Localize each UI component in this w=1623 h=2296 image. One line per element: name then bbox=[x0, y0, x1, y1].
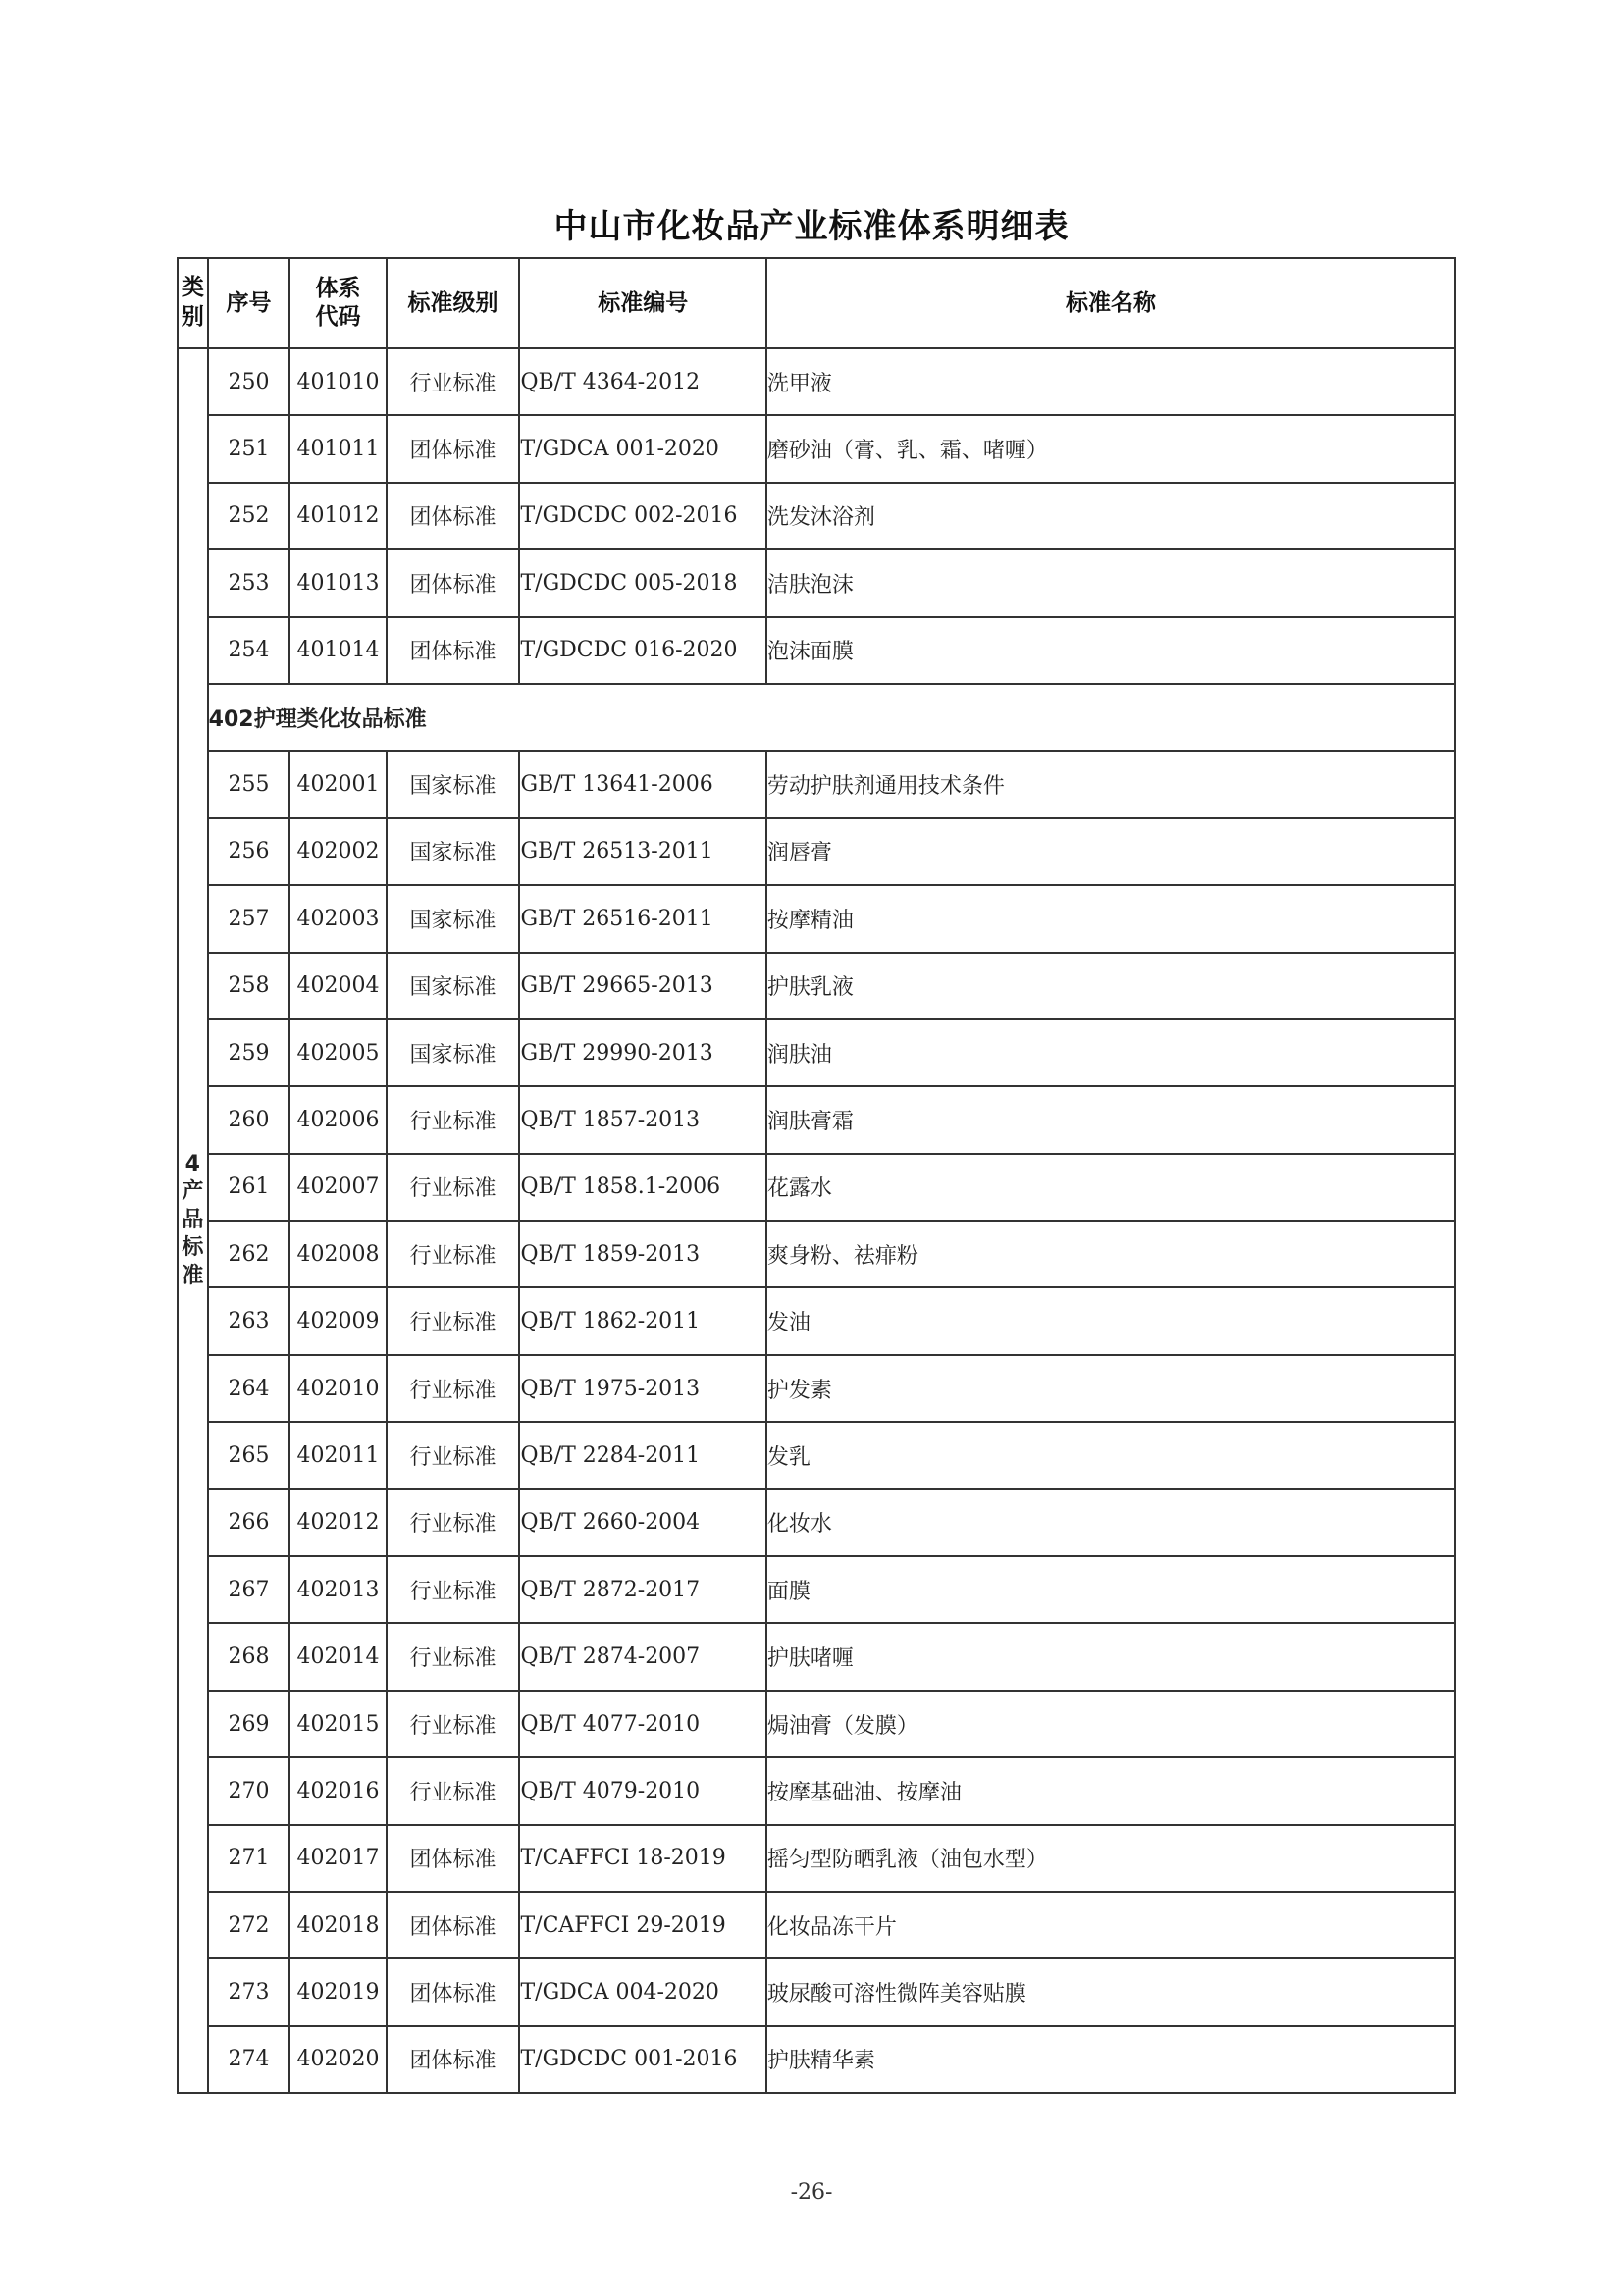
table-row bbox=[178, 1221, 1455, 1287]
seq-cell: 271 bbox=[208, 1825, 290, 1892]
table-row bbox=[178, 549, 1455, 616]
seq-cell: 270 bbox=[208, 1757, 290, 1824]
table-row bbox=[178, 1489, 1455, 1556]
seq-cell: 255 bbox=[208, 751, 290, 817]
code-cell: 401011 bbox=[289, 415, 386, 482]
col-header-name: 标准名称 bbox=[766, 258, 1455, 348]
table-row bbox=[178, 1757, 1455, 1824]
code-cell: 402017 bbox=[289, 1825, 386, 1892]
name-cell: 护肤乳液 bbox=[766, 953, 1455, 1019]
seq-cell: 258 bbox=[208, 953, 290, 1019]
seq-cell: 252 bbox=[208, 483, 290, 549]
number-cell: QB/T 2874-2007 bbox=[519, 1623, 765, 1690]
level-cell: 行业标准 bbox=[387, 1355, 520, 1422]
code-cell: 402008 bbox=[289, 1221, 386, 1287]
seq-cell: 269 bbox=[208, 1691, 290, 1757]
level-cell: 国家标准 bbox=[387, 885, 520, 952]
seq-cell: 260 bbox=[208, 1086, 290, 1153]
col-header-seq: 序号 bbox=[208, 258, 290, 348]
name-cell: 化妆品冻干片 bbox=[766, 1892, 1455, 1958]
name-cell: 护肤精华素 bbox=[766, 2026, 1455, 2093]
code-cell: 402016 bbox=[289, 1757, 386, 1824]
level-cell: 团体标准 bbox=[387, 617, 520, 684]
name-cell: 花露水 bbox=[766, 1154, 1455, 1221]
number-cell: QB/T 2660-2004 bbox=[519, 1489, 765, 1556]
name-cell: 润肤油 bbox=[766, 1019, 1455, 1086]
table-row bbox=[178, 953, 1455, 1019]
name-cell: 劳动护肤剂通用技术条件 bbox=[766, 751, 1455, 817]
level-cell: 团体标准 bbox=[387, 415, 520, 482]
table-row bbox=[178, 1892, 1455, 1958]
seq-cell: 253 bbox=[208, 549, 290, 616]
subheading-row bbox=[178, 684, 1455, 751]
seq-cell: 254 bbox=[208, 617, 290, 684]
number-cell: QB/T 1859-2013 bbox=[519, 1221, 765, 1287]
name-cell: 发乳 bbox=[766, 1422, 1455, 1488]
code-cell: 401014 bbox=[289, 617, 386, 684]
code-cell: 402014 bbox=[289, 1623, 386, 1690]
table-row bbox=[178, 1086, 1455, 1153]
code-cell: 402009 bbox=[289, 1287, 386, 1354]
table-row bbox=[178, 617, 1455, 684]
number-cell: T/GDCDC 001-2016 bbox=[519, 2026, 765, 2093]
table-row bbox=[178, 415, 1455, 482]
seq-cell: 267 bbox=[208, 1556, 290, 1623]
number-cell: T/GDCDC 005-2018 bbox=[519, 549, 765, 616]
table-row bbox=[178, 348, 1455, 415]
seq-cell: 268 bbox=[208, 1623, 290, 1690]
seq-cell: 264 bbox=[208, 1355, 290, 1422]
number-cell: QB/T 1857-2013 bbox=[519, 1086, 765, 1153]
level-cell: 行业标准 bbox=[387, 1489, 520, 1556]
code-cell: 402019 bbox=[289, 1958, 386, 2025]
level-cell: 行业标准 bbox=[387, 1086, 520, 1153]
name-cell: 按摩精油 bbox=[766, 885, 1455, 952]
level-cell: 行业标准 bbox=[387, 1623, 520, 1690]
level-cell: 团体标准 bbox=[387, 1892, 520, 1958]
seq-cell: 265 bbox=[208, 1422, 290, 1488]
table-row bbox=[178, 818, 1455, 885]
table-row bbox=[178, 751, 1455, 817]
code-cell: 402007 bbox=[289, 1154, 386, 1221]
number-cell: GB/T 26513-2011 bbox=[519, 818, 765, 885]
number-cell: QB/T 4077-2010 bbox=[519, 1691, 765, 1757]
number-cell: QB/T 1858.1-2006 bbox=[519, 1154, 765, 1221]
col-header-code: 体系代码 bbox=[289, 258, 386, 348]
seq-cell: 262 bbox=[208, 1221, 290, 1287]
name-cell: 爽身粉、祛痱粉 bbox=[766, 1221, 1455, 1287]
code-cell: 402006 bbox=[289, 1086, 386, 1153]
number-cell: T/GDCA 004-2020 bbox=[519, 1958, 765, 2025]
category-cell bbox=[178, 348, 208, 2093]
number-cell: T/CAFFCI 18-2019 bbox=[519, 1825, 765, 1892]
standards-table bbox=[177, 257, 1456, 2094]
level-cell: 行业标准 bbox=[387, 1422, 520, 1488]
col-header-category: 类别 bbox=[178, 258, 208, 348]
number-cell: QB/T 4079-2010 bbox=[519, 1757, 765, 1824]
name-cell: 发油 bbox=[766, 1287, 1455, 1354]
code-cell: 401012 bbox=[289, 483, 386, 549]
name-cell: 玻尿酸可溶性微阵美容贴膜 bbox=[766, 1958, 1455, 2025]
code-cell: 402005 bbox=[289, 1019, 386, 1086]
name-cell: 焗油膏（发膜） bbox=[766, 1691, 1455, 1757]
seq-cell: 251 bbox=[208, 415, 290, 482]
level-cell: 行业标准 bbox=[387, 1154, 520, 1221]
number-cell: QB/T 1862-2011 bbox=[519, 1287, 765, 1354]
col-header-level: 标准级别 bbox=[387, 258, 520, 348]
level-cell: 行业标准 bbox=[387, 1757, 520, 1824]
number-cell: GB/T 29665-2013 bbox=[519, 953, 765, 1019]
seq-cell: 272 bbox=[208, 1892, 290, 1958]
number-cell: QB/T 2872-2017 bbox=[519, 1556, 765, 1623]
table-row bbox=[178, 1958, 1455, 2025]
level-cell: 国家标准 bbox=[387, 751, 520, 817]
header-row bbox=[178, 258, 1455, 348]
number-cell: T/GDCA 001-2020 bbox=[519, 415, 765, 482]
seq-cell: 273 bbox=[208, 1958, 290, 2025]
category-label: 4产品标准 bbox=[182, 1151, 204, 1288]
name-cell: 磨砂油（膏、乳、霜、啫喱） bbox=[766, 415, 1455, 482]
number-cell: QB/T 4364-2012 bbox=[519, 348, 765, 415]
code-cell: 402018 bbox=[289, 1892, 386, 1958]
name-cell: 护肤啫喱 bbox=[766, 1623, 1455, 1690]
name-cell: 润肤膏霜 bbox=[766, 1086, 1455, 1153]
level-cell: 团体标准 bbox=[387, 1825, 520, 1892]
table-row bbox=[178, 1355, 1455, 1422]
code-cell: 402003 bbox=[289, 885, 386, 952]
col-header-number: 标准编号 bbox=[519, 258, 765, 348]
number-cell: QB/T 2284-2011 bbox=[519, 1422, 765, 1488]
name-cell: 泡沫面膜 bbox=[766, 617, 1455, 684]
number-cell: T/GDCDC 002-2016 bbox=[519, 483, 765, 549]
table-row bbox=[178, 1287, 1455, 1354]
level-cell: 行业标准 bbox=[387, 348, 520, 415]
code-cell: 402004 bbox=[289, 953, 386, 1019]
table-row bbox=[178, 1422, 1455, 1488]
level-cell: 行业标准 bbox=[387, 1287, 520, 1354]
name-cell: 润唇膏 bbox=[766, 818, 1455, 885]
seq-cell: 256 bbox=[208, 818, 290, 885]
section-subheading: 402护理类化妆品标准 bbox=[208, 684, 1455, 751]
name-cell: 洗发沐浴剂 bbox=[766, 483, 1455, 549]
seq-cell: 263 bbox=[208, 1287, 290, 1354]
code-cell: 402015 bbox=[289, 1691, 386, 1757]
table-row bbox=[178, 885, 1455, 952]
level-cell: 团体标准 bbox=[387, 1958, 520, 2025]
table-row bbox=[178, 1691, 1455, 1757]
table-body bbox=[178, 348, 1455, 2093]
seq-cell: 259 bbox=[208, 1019, 290, 1086]
page-number: -26- bbox=[790, 2180, 833, 2205]
name-cell: 洁肤泡沫 bbox=[766, 549, 1455, 616]
level-cell: 行业标准 bbox=[387, 1691, 520, 1757]
name-cell: 洗甲液 bbox=[766, 348, 1455, 415]
level-cell: 国家标准 bbox=[387, 818, 520, 885]
name-cell: 面膜 bbox=[766, 1556, 1455, 1623]
table-row bbox=[178, 1623, 1455, 1690]
level-cell: 团体标准 bbox=[387, 2026, 520, 2093]
code-cell: 402012 bbox=[289, 1489, 386, 1556]
number-cell: QB/T 1975-2013 bbox=[519, 1355, 765, 1422]
level-cell: 团体标准 bbox=[387, 483, 520, 549]
table-row bbox=[178, 483, 1455, 549]
table-row bbox=[178, 1556, 1455, 1623]
page-title: 中山市化妆品产业标准体系明细表 bbox=[553, 207, 1070, 246]
seq-cell: 266 bbox=[208, 1489, 290, 1556]
code-cell: 401013 bbox=[289, 549, 386, 616]
seq-cell: 250 bbox=[208, 348, 290, 415]
name-cell: 按摩基础油、按摩油 bbox=[766, 1757, 1455, 1824]
table-row bbox=[178, 1019, 1455, 1086]
number-cell: GB/T 13641-2006 bbox=[519, 751, 765, 817]
code-cell: 402020 bbox=[289, 2026, 386, 2093]
number-cell: GB/T 29990-2013 bbox=[519, 1019, 765, 1086]
code-cell: 402013 bbox=[289, 1556, 386, 1623]
number-cell: T/CAFFCI 29-2019 bbox=[519, 1892, 765, 1958]
code-cell: 401010 bbox=[289, 348, 386, 415]
level-cell: 行业标准 bbox=[387, 1221, 520, 1287]
table-row bbox=[178, 1825, 1455, 1892]
seq-cell: 274 bbox=[208, 2026, 290, 2093]
name-cell: 摇匀型防晒乳液（油包水型） bbox=[766, 1825, 1455, 1892]
level-cell: 团体标准 bbox=[387, 549, 520, 616]
level-cell: 行业标准 bbox=[387, 1556, 520, 1623]
seq-cell: 261 bbox=[208, 1154, 290, 1221]
number-cell: T/GDCDC 016-2020 bbox=[519, 617, 765, 684]
code-cell: 402001 bbox=[289, 751, 386, 817]
code-cell: 402002 bbox=[289, 818, 386, 885]
seq-cell: 257 bbox=[208, 885, 290, 952]
name-cell: 化妆水 bbox=[766, 1489, 1455, 1556]
level-cell: 国家标准 bbox=[387, 953, 520, 1019]
level-cell: 国家标准 bbox=[387, 1019, 520, 1086]
code-cell: 402011 bbox=[289, 1422, 386, 1488]
code-cell: 402010 bbox=[289, 1355, 386, 1422]
table-row bbox=[178, 2026, 1455, 2093]
number-cell: GB/T 26516-2011 bbox=[519, 885, 765, 952]
name-cell: 护发素 bbox=[766, 1355, 1455, 1422]
table-row bbox=[178, 1154, 1455, 1221]
